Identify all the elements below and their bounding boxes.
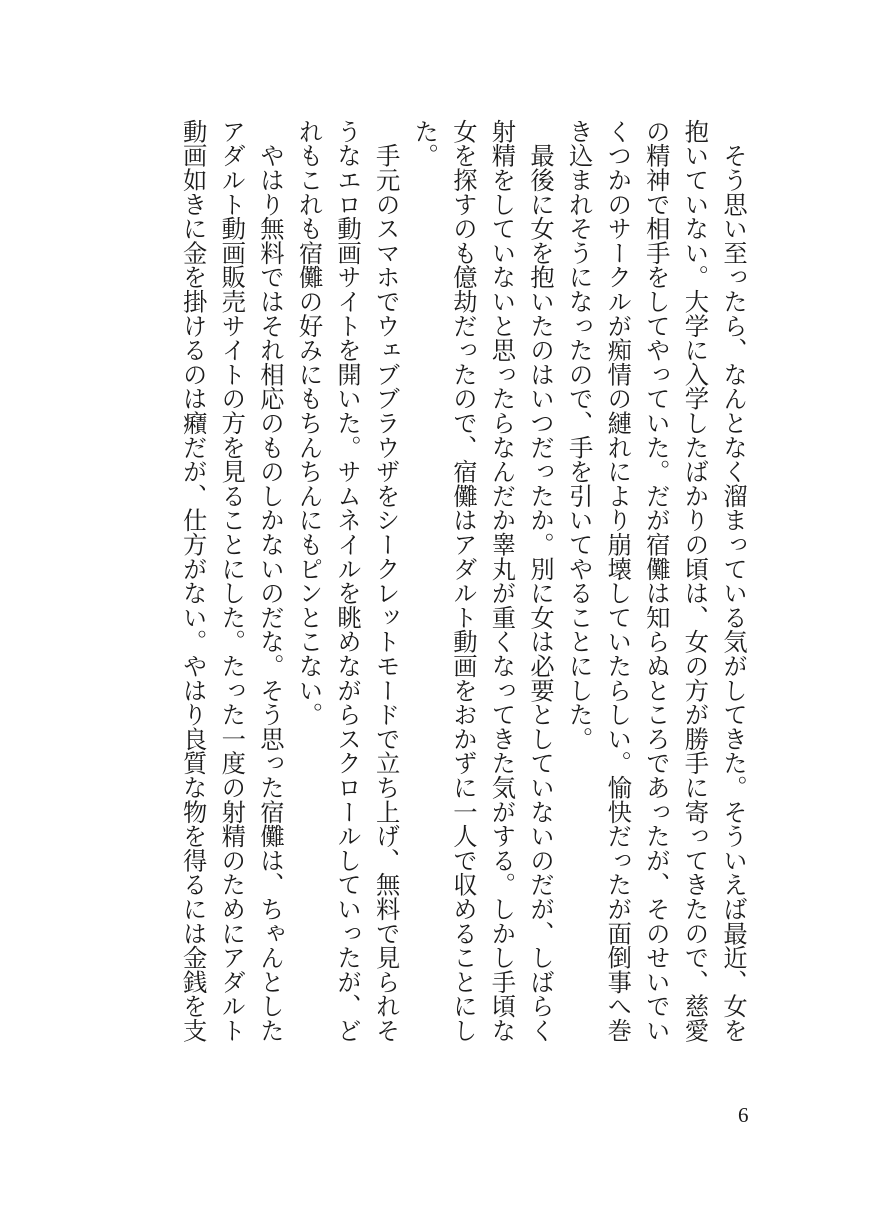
text-column: た。	[410, 119, 440, 168]
text-column: 動画如きに金を掛けるのは癪だが、仕方がない。やはり良質な物を得るには金銭を支	[178, 119, 208, 1043]
text-column: 射精をしていないと思ったらなんだか睾丸が重くなってきた気がする。しかし手頃な	[487, 119, 517, 1043]
text-column: き込まれそうになったので、手を引いてやることにした。	[564, 119, 594, 751]
text-column: の精神で相手をしてやっていた。だが宿儺は知らぬところであったが、そのせいでい	[641, 119, 671, 1043]
text-column: やはり無料ではそれ相応のものしかないのだな。そう思った宿儺は、ちゃんとした	[255, 119, 285, 1043]
text-column: くつかのサークルが痴情の縺れにより崩壊していたらしい。愉快だったが面倒事へ巻	[603, 119, 633, 1043]
body-text	[173, 119, 752, 1079]
text-column: 最後に女を抱いたのはいつだったか。別に女は必要としていないのだが、しばらく	[526, 119, 556, 1043]
text-column: 手元のスマホでウェブブラウザをシークレットモードで立ち上げ、無料で見られそ	[371, 119, 401, 1043]
page-number: 6	[738, 1103, 749, 1127]
text-column: れもこれも宿儺の好みにもちんちんにもピンとこない。	[294, 119, 324, 727]
text-column: アダルト動画販売サイトの方を見ることにした。たった一度の射精のためにアダルト	[217, 119, 247, 1043]
text-column: そう思い至ったら、なんとなく溜まっている気がしてきた。そういえば最近、女を	[719, 119, 748, 1043]
text-column: 女を探すのも億劫だったので、宿儺はアダルト動画をおかずに一人で収めることにし	[448, 119, 478, 1043]
text-column: うなエロ動画サイトを開いた。サムネイルを眺めながらスクロールしていったが、ど	[333, 119, 363, 1043]
text-column: 抱いていない。大学に入学したばかりの頃は、女の方が勝手に寄ってきたので、慈愛	[680, 119, 710, 1043]
